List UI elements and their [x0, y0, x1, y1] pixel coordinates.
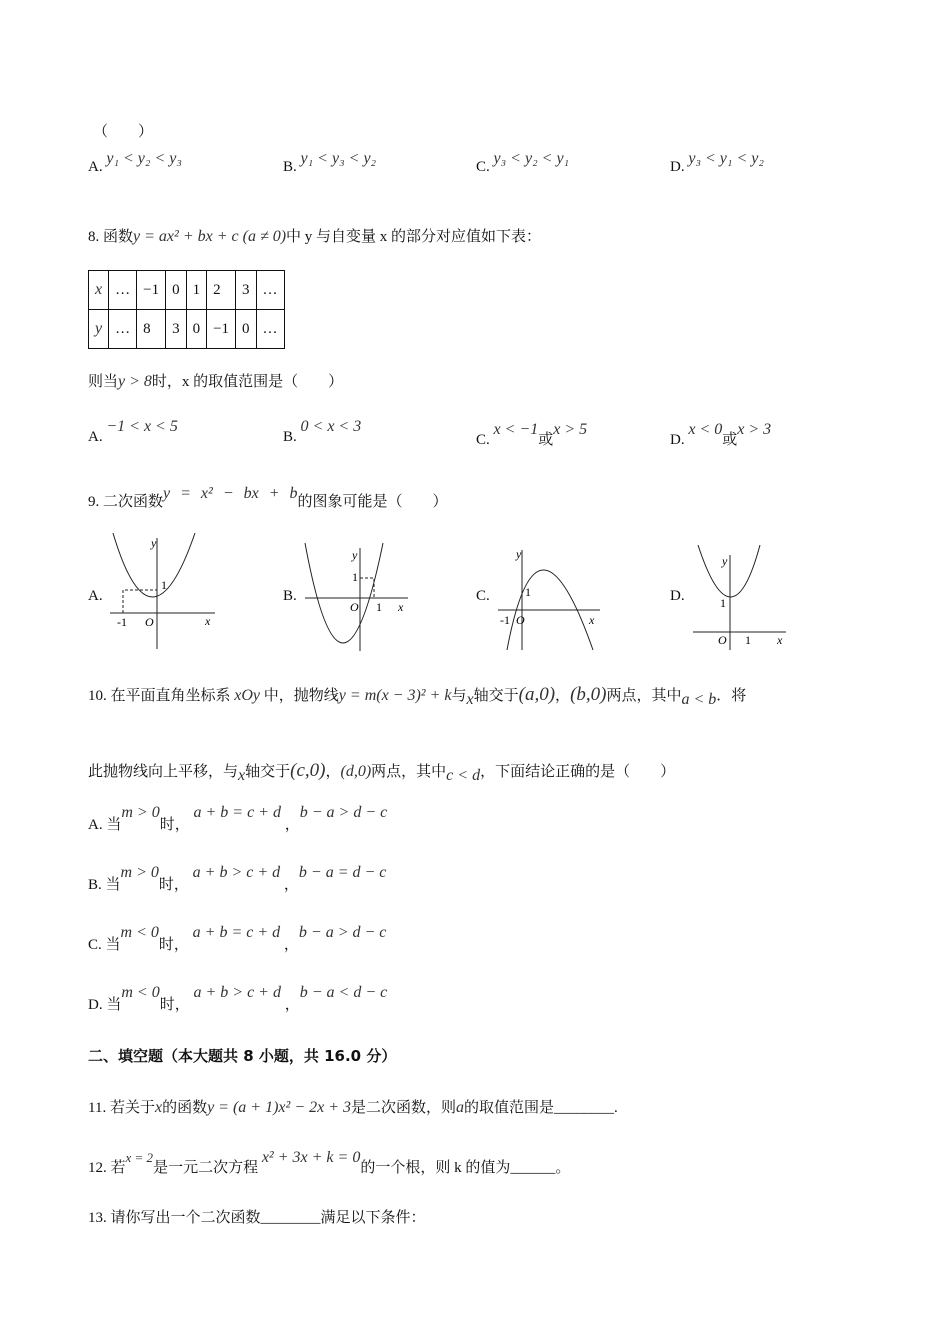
table-cell: −1	[137, 271, 166, 310]
q7-option-d[interactable]	[670, 150, 764, 176]
text: 的图象可能是（ ）	[297, 494, 448, 510]
text: 9. 二次函数	[88, 494, 164, 510]
text: 轴交于	[245, 764, 291, 780]
or-text: 或	[722, 432, 738, 448]
text: ，下面结论正确的是（ ）	[480, 764, 676, 780]
tick-label: 1	[352, 570, 358, 584]
option-expr: x > 5	[553, 421, 588, 438]
formula: xOy	[234, 687, 261, 704]
text: 两点，其中	[606, 688, 682, 704]
text: 与	[451, 688, 467, 704]
text: ，	[283, 877, 299, 893]
formula: b − a < d − c	[299, 984, 388, 1001]
x-label: x	[589, 613, 595, 627]
table-cell: 3	[236, 271, 257, 310]
table-cell: …	[109, 271, 137, 310]
formula: x = 2	[125, 1150, 154, 1165]
formula: a	[456, 1099, 465, 1116]
formula: m < 0	[120, 924, 159, 941]
text: 则当	[88, 374, 119, 390]
q10-option-b[interactable]	[88, 864, 387, 894]
origin-label: O	[145, 615, 154, 629]
tick-label: 1	[525, 585, 531, 599]
formula: b − a > d − c	[298, 924, 387, 941]
option-label: D.	[670, 432, 685, 448]
q7-paren: （ ）	[93, 124, 154, 140]
table-cell: 1	[186, 271, 207, 310]
text: ，	[284, 817, 300, 833]
text: ．将	[716, 688, 747, 704]
formula: m > 0	[120, 864, 159, 881]
formula: a + b > c + d	[193, 984, 281, 1001]
q9-graph-d[interactable]	[688, 545, 788, 650]
origin-label: O	[350, 600, 359, 614]
x-label: x	[398, 600, 404, 614]
or-text: 或	[538, 432, 554, 448]
table-cell: …	[109, 310, 137, 349]
origin-label: O	[718, 633, 727, 647]
table-cell: …	[256, 310, 284, 349]
formula: a + b = c + d	[193, 804, 281, 821]
text: 是一元二次方程	[153, 1160, 259, 1176]
q8-stem	[88, 225, 541, 246]
text: 时，	[158, 877, 189, 893]
tick-label: 1	[376, 600, 382, 614]
formula: y = (a + 1)x² − 2x + 3	[207, 1099, 352, 1116]
q9-stem	[88, 485, 448, 511]
formula: (a,0)	[518, 684, 556, 705]
tick-label: 1	[745, 633, 751, 647]
text: ，	[325, 764, 341, 780]
text: 11. 若关于	[88, 1100, 155, 1116]
q10-option-a[interactable]	[88, 804, 388, 834]
text: 中，抛物线	[263, 688, 339, 704]
option-label: A.	[88, 159, 103, 175]
text: 的一个根，则 k 的值为______。	[360, 1160, 571, 1176]
text: 轴交于	[473, 688, 519, 704]
text: 的函数	[162, 1100, 208, 1116]
y-label: y	[151, 536, 157, 550]
formula: (c,0)	[290, 760, 326, 781]
q9-option-b[interactable]: B.	[283, 588, 297, 604]
text: 时，	[158, 937, 189, 953]
table-cell: −1	[207, 310, 236, 349]
option-expr: y₃ < y₁ < y₂	[688, 150, 764, 167]
y-label: y	[722, 554, 728, 568]
formula: x	[154, 1099, 163, 1116]
q9-graph-c[interactable]	[495, 550, 605, 650]
option-expr: x < −1	[493, 421, 539, 438]
formula: x	[238, 767, 246, 784]
text: 时，x 的取值范围是（ ）	[151, 374, 344, 390]
text: 12. 若	[88, 1160, 126, 1176]
option-label: C. 当	[88, 937, 121, 953]
option-label: B.	[283, 429, 297, 445]
text: 两点，其中	[371, 764, 447, 780]
q8-option-c[interactable]	[476, 421, 588, 449]
q8-question	[88, 370, 343, 391]
q10-line2	[88, 760, 675, 782]
q9-graph-b[interactable]	[300, 543, 415, 651]
table-row	[89, 310, 285, 349]
table-cell: y	[89, 310, 109, 349]
option-expr: 0 < x < 3	[300, 418, 362, 435]
tick-label: -1	[117, 615, 127, 629]
parabola	[698, 545, 760, 597]
q10-line1	[88, 684, 746, 706]
text: ，	[283, 937, 299, 953]
option-label: A. 当	[88, 817, 122, 833]
q9-option-a[interactable]: A.	[88, 588, 103, 604]
tick-label: 1	[720, 596, 726, 610]
tick-label: 1	[161, 578, 167, 592]
q12	[88, 1149, 571, 1177]
option-label: D.	[670, 159, 685, 175]
q8-option-a[interactable]	[88, 418, 178, 446]
formula: a + b = c + d	[192, 924, 281, 941]
q9-graph-a[interactable]	[105, 533, 220, 651]
option-expr: y₁ < y₂ < y₃	[106, 150, 182, 167]
q11	[88, 1096, 618, 1117]
formula: (b,0)	[570, 684, 607, 705]
table-cell: x	[89, 271, 109, 310]
q10-option-d[interactable]	[88, 984, 388, 1014]
formula: y = m(x − 3)² + k	[338, 687, 452, 704]
origin-label: O	[516, 613, 525, 627]
text: 中 y 与自变量 x 的部分对应值如下表：	[286, 229, 542, 245]
parabola	[305, 543, 383, 643]
table-cell: 0	[186, 310, 207, 349]
formula: c < d	[446, 767, 481, 784]
table-cell: 0	[236, 310, 257, 349]
q8-option-b[interactable]	[283, 418, 362, 446]
option-label: B. 当	[88, 877, 121, 893]
table-cell: …	[256, 271, 284, 310]
formula: y = x² − bx + b	[163, 485, 298, 502]
table-cell: 8	[137, 310, 166, 349]
formula: b − a > d − c	[299, 804, 388, 821]
section-heading: 二、填空题（本大题共 8 小题，共 16.0 分）	[88, 1047, 397, 1065]
q8-value-table	[88, 270, 285, 349]
formula: x² + 3x + k = 0	[261, 1149, 361, 1166]
option-expr: x < 0	[688, 421, 723, 438]
option-expr: −1 < x < 5	[106, 418, 178, 435]
formula: b − a = d − c	[298, 864, 387, 881]
text: 时，	[159, 817, 190, 833]
formula: m > 0	[121, 804, 160, 821]
table-cell: 0	[166, 271, 187, 310]
formula: x	[466, 691, 474, 708]
table-row	[89, 271, 285, 310]
x-label: x	[777, 633, 783, 647]
option-label: C.	[476, 432, 490, 448]
tick-label: -1	[500, 613, 510, 627]
formula: (d,0)	[340, 763, 372, 780]
option-expr: x > 3	[737, 421, 772, 438]
text: 8. 函数	[88, 229, 134, 245]
formula: a + b > c + d	[192, 864, 281, 881]
formula: m < 0	[121, 984, 160, 1001]
q8-option-d[interactable]	[670, 421, 772, 449]
text: 10. 在平面直角坐标系	[88, 688, 231, 704]
text: 此抛物线向上平移，与	[88, 764, 239, 780]
text: ，	[555, 688, 571, 704]
formula: a < b	[681, 691, 717, 708]
q9-option-d[interactable]: D.	[670, 588, 685, 604]
option-expr: y₃ < y₂ < y₁	[493, 150, 570, 167]
text: 的取值范围是________.	[464, 1100, 618, 1116]
q7-option-c[interactable]	[476, 150, 570, 176]
y-label: y	[352, 548, 358, 562]
q10-option-c[interactable]	[88, 924, 387, 954]
option-expr: y₁ < y₃ < y₂	[300, 150, 377, 167]
option-label: A.	[88, 429, 103, 445]
q7-option-b[interactable]	[283, 150, 377, 176]
table-cell: 3	[166, 310, 187, 349]
q13: 13. 请你写出一个二次函数________满足以下条件：	[88, 1210, 426, 1226]
q7-option-a[interactable]	[88, 150, 182, 176]
x-label: x	[205, 614, 211, 628]
formula: y > 8	[118, 373, 152, 390]
option-label: D. 当	[88, 997, 122, 1013]
option-label: B.	[283, 159, 297, 175]
formula: y = ax² + bx + c (a ≠ 0)	[133, 228, 287, 245]
q9-option-c[interactable]: C.	[476, 588, 490, 604]
option-label: C.	[476, 159, 490, 175]
text: 是二次函数，则	[351, 1100, 457, 1116]
text: 时，	[159, 997, 190, 1013]
text: ，	[284, 997, 300, 1013]
table-cell: 2	[207, 271, 236, 310]
y-label: y	[516, 550, 522, 561]
